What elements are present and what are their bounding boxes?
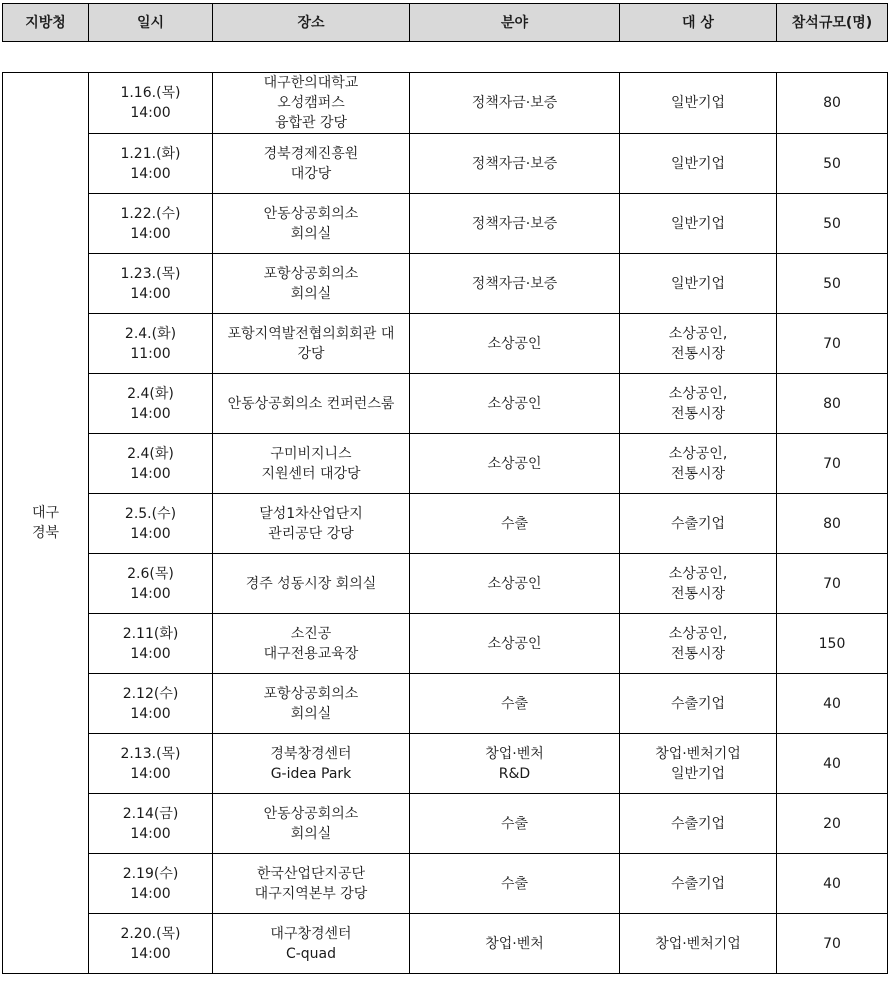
place-line: G-idea Park — [270, 765, 352, 782]
field-cell — [410, 734, 620, 794]
time-text: 11:00 — [130, 345, 171, 362]
field-line: 창업·벤처 — [485, 745, 544, 762]
target-cell — [620, 314, 777, 374]
field-cell — [410, 73, 620, 134]
target-cell — [620, 854, 777, 914]
field-line: 정책자금·보증 — [471, 95, 558, 111]
target-line: 일반기업 — [670, 215, 726, 232]
field-line: 소상공인 — [487, 575, 542, 592]
attendance-cell: 70 — [777, 314, 888, 374]
header-datetime: 일시 — [89, 4, 213, 42]
place-cell — [213, 194, 410, 254]
field-line: 수출 — [500, 815, 529, 832]
time-text: 14:00 — [130, 705, 171, 722]
time-text: 14:00 — [130, 765, 171, 782]
place-line: 대구창경센터 — [270, 925, 352, 942]
date-text: 2.19(수) — [122, 865, 179, 882]
date-text: 1.23.(목) — [120, 265, 181, 282]
target-cell — [620, 794, 777, 854]
field-cell — [410, 314, 620, 374]
datetime-cell — [89, 134, 213, 194]
date-text: 2.20.(목) — [120, 925, 181, 942]
place-cell — [213, 134, 410, 194]
place-line: 경북경제진흥원 — [263, 145, 359, 162]
field-line: 수출 — [500, 875, 529, 892]
date-text: 1.22.(수) — [120, 205, 181, 222]
place-cell — [213, 434, 410, 494]
attendance-cell: 40 — [777, 854, 888, 914]
datetime-cell — [89, 674, 213, 734]
place-line: C-quad — [285, 945, 337, 962]
place-cell — [213, 73, 410, 134]
datetime-cell — [89, 314, 213, 374]
target-line: 일반기업 — [670, 765, 726, 782]
datetime-cell — [89, 194, 213, 254]
place-cell — [213, 854, 410, 914]
datetime-cell — [89, 434, 213, 494]
place-line: 회의실 — [290, 225, 332, 242]
date-text: 2.13.(목) — [120, 745, 181, 762]
target-line: 일반기업 — [670, 155, 726, 172]
target-cell — [620, 674, 777, 734]
place-line: 경북창경센터 — [270, 745, 352, 762]
field-cell — [410, 194, 620, 254]
attendance-cell: 50 — [777, 194, 888, 254]
table-row — [3, 73, 888, 134]
time-text: 14:00 — [130, 465, 171, 482]
field-line: R&D — [498, 765, 531, 782]
place-cell — [213, 794, 410, 854]
field-line: 소상공인 — [487, 635, 542, 652]
place-cell — [213, 314, 410, 374]
header-attendance: 참석규모(명) — [777, 4, 888, 42]
target-line: 일반기업 — [670, 95, 726, 111]
table-row — [3, 494, 888, 554]
table-row — [3, 734, 888, 794]
place-line: 지원센터 대강당 — [261, 465, 361, 482]
datetime-cell — [89, 854, 213, 914]
field-cell — [410, 494, 620, 554]
target-cell — [620, 434, 777, 494]
place-line: 포항상공회의소 — [263, 265, 359, 282]
target-line: 전통시장 — [670, 405, 726, 422]
field-cell — [410, 914, 620, 974]
date-text: 2.14(금) — [122, 805, 179, 822]
attendance-cell: 70 — [777, 554, 888, 614]
table-row — [3, 254, 888, 314]
table-row — [3, 554, 888, 614]
target-cell — [620, 374, 777, 434]
place-cell — [213, 494, 410, 554]
attendance-cell: 150 — [777, 614, 888, 674]
attendance-cell: 80 — [777, 494, 888, 554]
field-line: 창업·벤처 — [485, 935, 544, 952]
time-text: 14:00 — [130, 525, 171, 542]
attendance-cell: 50 — [777, 134, 888, 194]
field-cell — [410, 134, 620, 194]
datetime-cell — [89, 614, 213, 674]
field-cell — [410, 554, 620, 614]
target-cell — [620, 134, 777, 194]
field-cell — [410, 614, 620, 674]
datetime-cell — [89, 554, 213, 614]
date-text: 2.4.(화) — [124, 325, 177, 342]
field-cell — [410, 794, 620, 854]
field-line: 소상공인 — [487, 395, 542, 412]
target-cell — [620, 914, 777, 974]
table-row — [3, 674, 888, 734]
target-line: 전통시장 — [670, 585, 726, 602]
place-line: 강당 — [297, 345, 325, 362]
target-line: 전통시장 — [670, 465, 726, 482]
attendance-cell: 50 — [777, 254, 888, 314]
target-line: 창업·벤처기업 — [655, 745, 741, 762]
date-text: 1.21.(화) — [120, 145, 181, 162]
target-line: 수출기업 — [670, 875, 726, 892]
field-line: 정책자금·보증 — [471, 275, 558, 292]
target-line: 창업·벤처기업 — [655, 935, 741, 952]
region-cell — [3, 73, 89, 974]
target-cell — [620, 494, 777, 554]
place-cell — [213, 254, 410, 314]
place-line: 오성캠퍼스 — [277, 95, 345, 111]
table-row — [3, 314, 888, 374]
field-line: 소상공인 — [487, 335, 542, 352]
datetime-cell — [89, 254, 213, 314]
place-line: 대구한의대학교 — [263, 75, 359, 91]
field-cell — [410, 374, 620, 434]
field-line: 수출 — [500, 515, 529, 532]
time-text: 14:00 — [130, 165, 171, 182]
date-text: 2.12(수) — [122, 685, 179, 702]
place-cell — [213, 734, 410, 794]
target-cell — [620, 194, 777, 254]
target-cell — [620, 614, 777, 674]
time-text: 14:00 — [130, 285, 171, 302]
time-text: 14:00 — [130, 105, 171, 121]
target-line: 소상공인, — [668, 325, 728, 342]
place-line: 회의실 — [290, 705, 332, 722]
attendance-cell: 40 — [777, 674, 888, 734]
table-row — [3, 194, 888, 254]
date-text: 2.4(화) — [127, 445, 174, 462]
target-line: 일반기업 — [670, 275, 726, 292]
header-target: 대 상 — [620, 4, 777, 42]
place-line: 안동상공회의소 컨퍼런스룸 — [227, 395, 395, 412]
place-line: 달성1차산업단지 — [259, 505, 363, 522]
target-line: 수출기업 — [670, 815, 726, 832]
attendance-cell: 80 — [777, 374, 888, 434]
date-text: 2.6(목) — [127, 565, 174, 582]
target-line: 수출기업 — [670, 515, 726, 532]
table-row — [3, 854, 888, 914]
place-line: 대강당 — [290, 165, 332, 182]
target-cell — [620, 254, 777, 314]
region-label: 대구 — [31, 505, 60, 521]
target-line: 소상공인, — [668, 445, 728, 462]
target-line: 전통시장 — [670, 345, 726, 362]
table-row — [3, 794, 888, 854]
target-cell — [620, 554, 777, 614]
field-line: 수출 — [500, 695, 529, 712]
place-line: 관리공단 강당 — [268, 525, 354, 542]
place-cell — [213, 914, 410, 974]
place-line: 회의실 — [290, 285, 332, 302]
field-cell — [410, 254, 620, 314]
target-line: 수출기업 — [670, 695, 726, 712]
place-line: 포항상공회의소 — [263, 685, 359, 702]
region-label: 경북 — [31, 525, 60, 541]
time-text: 14:00 — [130, 945, 171, 962]
field-line: 정책자금·보증 — [471, 155, 558, 172]
place-line: 경주 성동시장 회의실 — [245, 575, 377, 592]
field-cell — [410, 674, 620, 734]
time-text: 14:00 — [130, 225, 171, 242]
header-place: 장소 — [213, 4, 410, 42]
attendance-cell: 70 — [777, 434, 888, 494]
date-text: 2.5.(수) — [124, 505, 177, 522]
table-row — [3, 614, 888, 674]
field-line: 정책자금·보증 — [471, 215, 558, 232]
place-cell — [213, 374, 410, 434]
place-line: 소진공 — [290, 625, 332, 642]
date-text: 2.11(화) — [122, 625, 179, 642]
schedule-body — [3, 73, 888, 974]
place-cell — [213, 554, 410, 614]
date-text: 1.16.(목) — [120, 85, 181, 101]
time-text: 14:00 — [130, 885, 171, 902]
place-line: 융합관 강당 — [274, 115, 348, 131]
datetime-cell — [89, 73, 213, 134]
field-cell — [410, 854, 620, 914]
field-line: 소상공인 — [487, 455, 542, 472]
attendance-cell: 70 — [777, 914, 888, 974]
header-table — [2, 3, 888, 42]
header-region: 지방청 — [3, 4, 89, 42]
header-field: 분야 — [410, 4, 620, 42]
attendance-cell: 40 — [777, 734, 888, 794]
table-row — [3, 434, 888, 494]
place-line: 구미비지니스 — [270, 445, 352, 462]
place-line: 대구지역본부 강당 — [254, 885, 368, 902]
schedule-table — [2, 72, 888, 974]
target-line: 소상공인, — [668, 385, 728, 402]
time-text: 14:00 — [130, 645, 171, 662]
target-line: 소상공인, — [668, 565, 728, 582]
datetime-cell — [89, 494, 213, 554]
attendance-cell: 20 — [777, 794, 888, 854]
target-cell — [620, 73, 777, 134]
place-cell — [213, 674, 410, 734]
header-row — [3, 4, 888, 42]
attendance-cell: 80 — [777, 73, 888, 134]
datetime-cell — [89, 734, 213, 794]
date-text: 2.4(화) — [127, 385, 174, 402]
place-cell — [213, 614, 410, 674]
place-line: 회의실 — [290, 825, 332, 842]
datetime-cell — [89, 914, 213, 974]
place-line: 안동상공회의소 — [263, 205, 359, 222]
table-row — [3, 134, 888, 194]
time-text: 14:00 — [130, 405, 171, 422]
place-line: 한국산업단지공단 — [256, 865, 366, 882]
datetime-cell — [89, 374, 213, 434]
field-cell — [410, 434, 620, 494]
datetime-cell — [89, 794, 213, 854]
target-line: 소상공인, — [668, 625, 728, 642]
place-line: 포항지역발전협의회회관 대 — [227, 325, 395, 342]
place-line: 대구전용교육장 — [263, 645, 359, 662]
table-row — [3, 914, 888, 974]
table-row — [3, 374, 888, 434]
time-text: 14:00 — [130, 825, 171, 842]
place-line: 안동상공회의소 — [263, 805, 359, 822]
target-line: 전통시장 — [670, 645, 726, 662]
target-cell — [620, 734, 777, 794]
time-text: 14:00 — [130, 585, 171, 602]
